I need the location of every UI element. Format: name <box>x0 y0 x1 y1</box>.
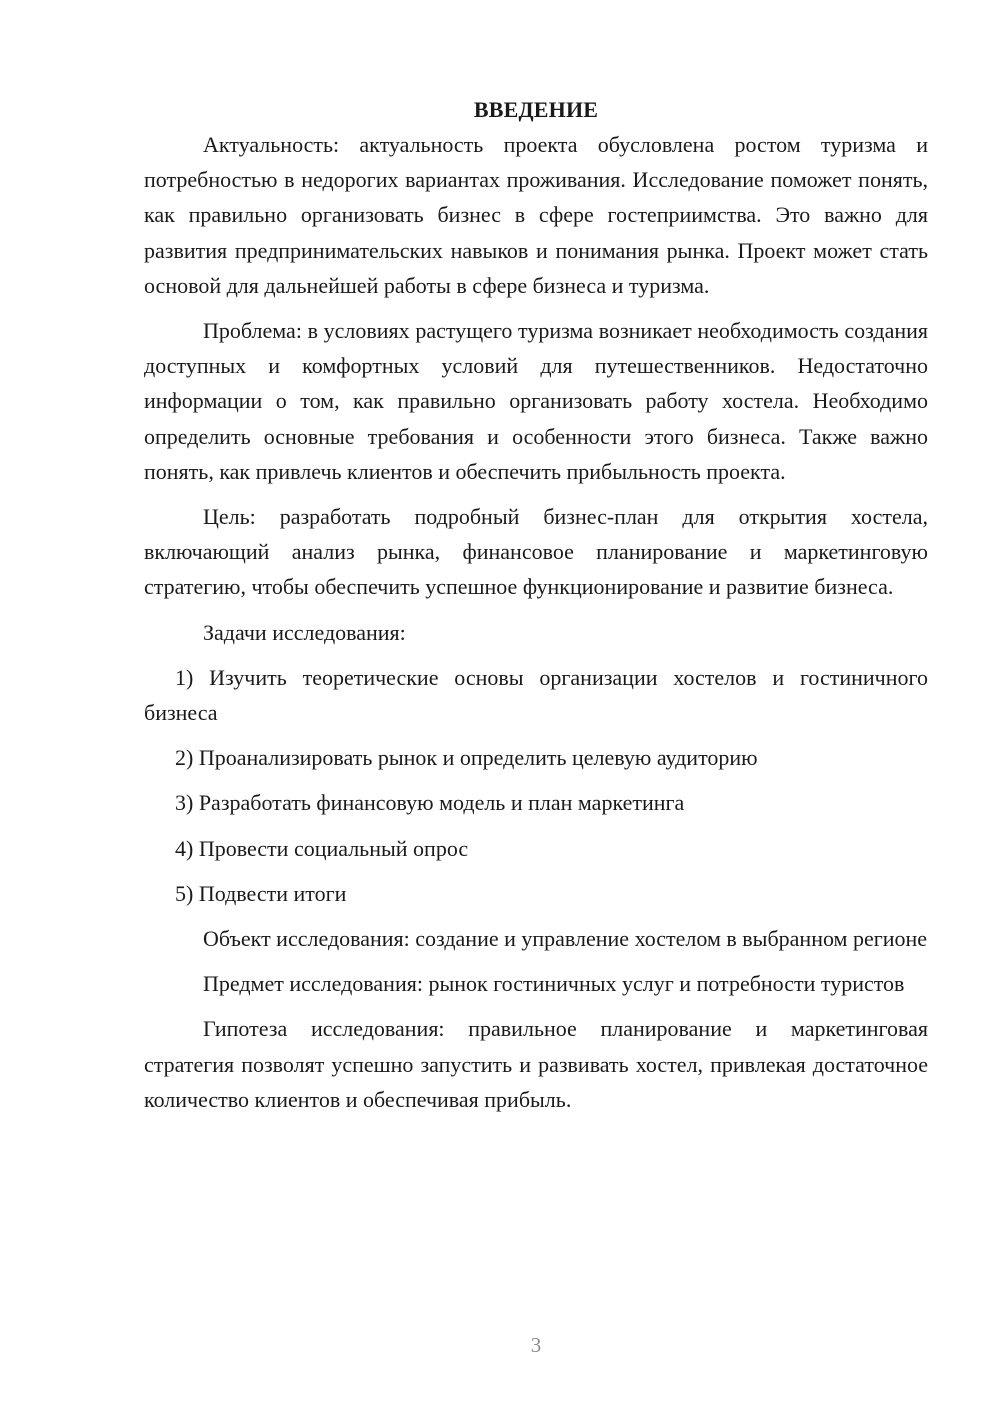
page-number: 3 <box>530 1333 542 1357</box>
section-heading: ВВЕДЕНИЕ <box>473 97 599 122</box>
paragraph-object: Объект исследования: создание и управление хостелом в выбранном регионе <box>203 926 928 952</box>
paragraph-hypothesis: Гипотеза исследования: правильное планирование и маркетинговая стратегия позволят успешно запустить и развивать хостел, привлекая достаточное количество клиентов и обеспечивая прибыль. <box>144 1016 928 1112</box>
tasks-title: Задачи исследования: <box>203 619 406 645</box>
paragraph-subject: Предмет исследования: рынок гостиничных услуг и потребности туристов <box>203 971 905 997</box>
list-item: 2) Проанализировать рынок и определить целевую аудиторию <box>175 745 758 771</box>
tasks-list <box>144 660 928 911</box>
document-page <box>144 92 928 1127</box>
list-item: 3) Разработать финансовую модель и план маркетинга <box>175 790 685 816</box>
list-item: 1) Изучить теоретические основы организации хостелов и гостиничного бизнеса <box>144 664 928 726</box>
list-item: 5) Подвести итоги <box>175 880 347 906</box>
paragraph-goal: Цель: разработать подробный бизнес-план для открытия хостела, включающий анализ рынка, финансовое планирование и маркетинговую стратегию, чтобы обеспечить успешное функционирование и развитие бизнеса. <box>144 504 928 600</box>
paragraph-relevance: Актуальность: актуальность проекта обусловлена ростом туризма и потребностью в недорогих вариантах проживания. Исследование поможет понять, как правильно организовать бизнес в сфере гостеприимства. Это важно для развития предпринимательских навыков и понимания рынка. Проект может стать основой для дальнейшей работы в сфере бизнеса и туризма. <box>144 132 928 298</box>
paragraph-problem: Проблема: в условиях растущего туризма возникает необходимость создания доступных и комфортных условий для путешественников. Недостаточно информации о том, как правильно организовать работу хостела. Необходимо определить основные требования и особенности этого бизнеса. Также важно понять, как привлечь клиентов и обеспечить прибыльность проекта. <box>144 318 928 484</box>
list-item: 4) Провести социальный опрос <box>175 835 469 861</box>
